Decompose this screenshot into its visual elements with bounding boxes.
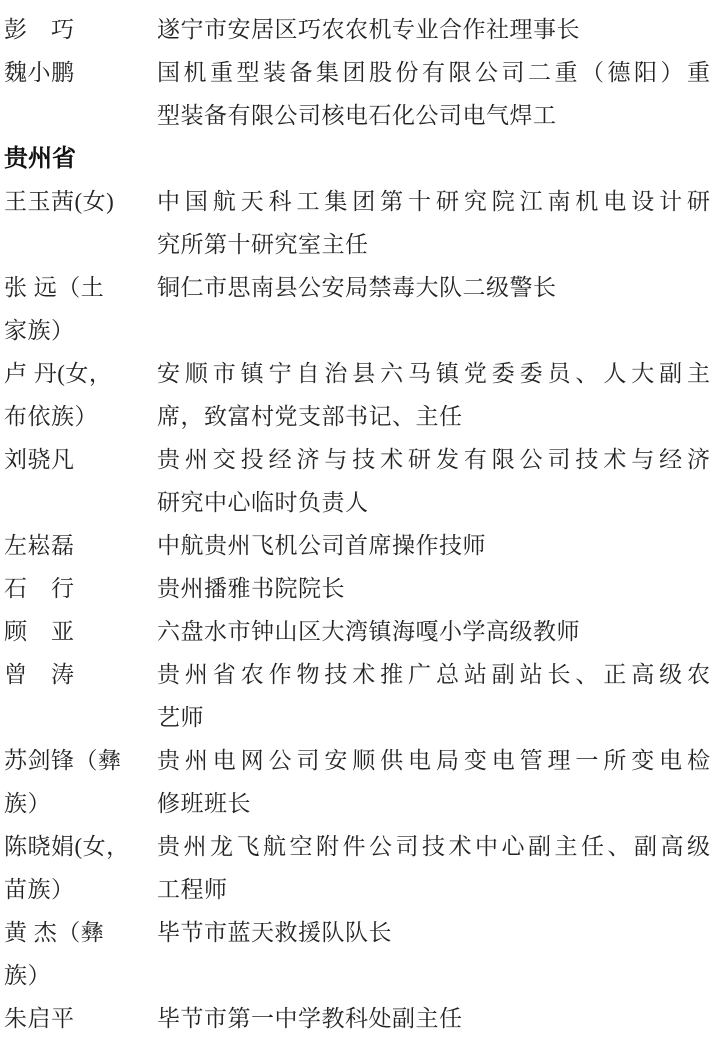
name-cell [4,825,157,911]
title-line: 安顺市镇宁自治县六马镇党委委员、人大副主 [157,361,710,386]
title-line: 中国航天科工集团第十研究院江南机电设计研 [157,189,710,214]
entry-row [4,567,710,610]
title-line: 席，致富村党支部书记、主任 [157,404,463,429]
title-cell [157,51,710,137]
section-header: 贵州省 [4,145,76,172]
name-line: 布依族） [4,404,98,429]
entry-row [4,8,710,51]
entry-row [4,911,710,997]
name-cell [4,911,157,997]
entry-row [4,653,710,739]
title-line: 毕节市蓝天救援队队长 [157,920,392,945]
name-line: 魏小鹏 [4,60,75,85]
name-cell [4,352,157,438]
entry-row [4,524,710,567]
name-line: 张 远（土 [4,275,105,300]
title-line: 型装备有限公司核电石化公司电气焊工 [157,103,557,128]
title-cell [157,180,710,266]
title-line: 贵州播雅书院院长 [157,576,345,601]
name-line: 族） [4,791,51,816]
name-cell [4,51,157,94]
title-cell [157,8,710,51]
title-line: 艺师 [157,705,204,730]
name-line: 顾 亚 [4,619,75,644]
name-cell [4,653,157,696]
title-cell [157,610,710,653]
name-line: 黄 杰（彝 [4,920,105,945]
entry-row [4,610,710,653]
title-line: 究所第十研究室主任 [157,232,369,257]
name-line: 左崧磊 [4,533,75,558]
title-line: 贵州龙飞航空附件公司技术中心副主任、副高级 [157,834,710,859]
name-cell [4,438,157,481]
name-cell [4,610,157,653]
name-line: 曾 涛 [4,662,75,687]
name-line: 彭 巧 [4,17,75,42]
title-line: 修班班长 [157,791,251,816]
name-cell [4,8,157,51]
title-cell [157,266,710,309]
name-line: 陈晓娟(女， [4,834,130,859]
entry-row [4,438,710,524]
name-line: 家族） [4,318,75,343]
entry-row [4,739,710,825]
title-cell [157,567,710,610]
name-cell [4,997,157,1040]
title-cell [157,825,710,911]
title-line: 铜仁市思南县公安局禁毒大队二级警长 [157,275,557,300]
entry-row [4,266,710,352]
name-line: 刘骁凡 [4,447,75,472]
name-cell [4,739,157,825]
title-cell [157,438,710,524]
entry-row [4,825,710,911]
title-line: 研究中心临时负责人 [157,490,369,515]
title-line: 遂宁市安居区巧农农机专业合作社理事长 [157,17,580,42]
title-cell [157,653,710,739]
entry-row [4,180,710,266]
name-cell [4,266,157,352]
name-line: 族） [4,963,51,988]
title-line: 贵州交投经济与技术研发有限公司技术与经济 [157,447,710,472]
title-line: 贵州省农作物技术推广总站副站长、正高级农 [157,662,710,687]
name-line: 卢 丹(女， [4,361,113,386]
name-cell [4,567,157,610]
title-cell [157,739,710,825]
name-cell [4,180,157,223]
name-line: 苗族） [4,877,75,902]
title-line: 六盘水市钟山区大湾镇海嘎小学高级教师 [157,619,580,644]
entry-row [4,997,710,1040]
entry-row [4,352,710,438]
title-line: 工程师 [157,877,228,902]
name-line: 王玉茜(女) [4,189,115,214]
name-cell [4,524,157,567]
title-cell [157,911,710,954]
title-line: 中航贵州飞机公司首席操作技师 [157,533,486,558]
name-line: 石 行 [4,576,75,601]
title-cell [157,997,710,1040]
entry-row [4,51,710,137]
name-line: 朱启平 [4,1006,75,1031]
title-cell [157,524,710,567]
title-line: 国机重型装备集团股份有限公司二重（德阳）重 [157,60,710,85]
title-line: 毕节市第一中学教科处副主任 [157,1006,463,1031]
name-line: 苏剑锋（彝 [4,748,122,773]
title-line: 贵州电网公司安顺供电局变电管理一所变电检 [157,748,710,773]
title-cell [157,352,710,438]
